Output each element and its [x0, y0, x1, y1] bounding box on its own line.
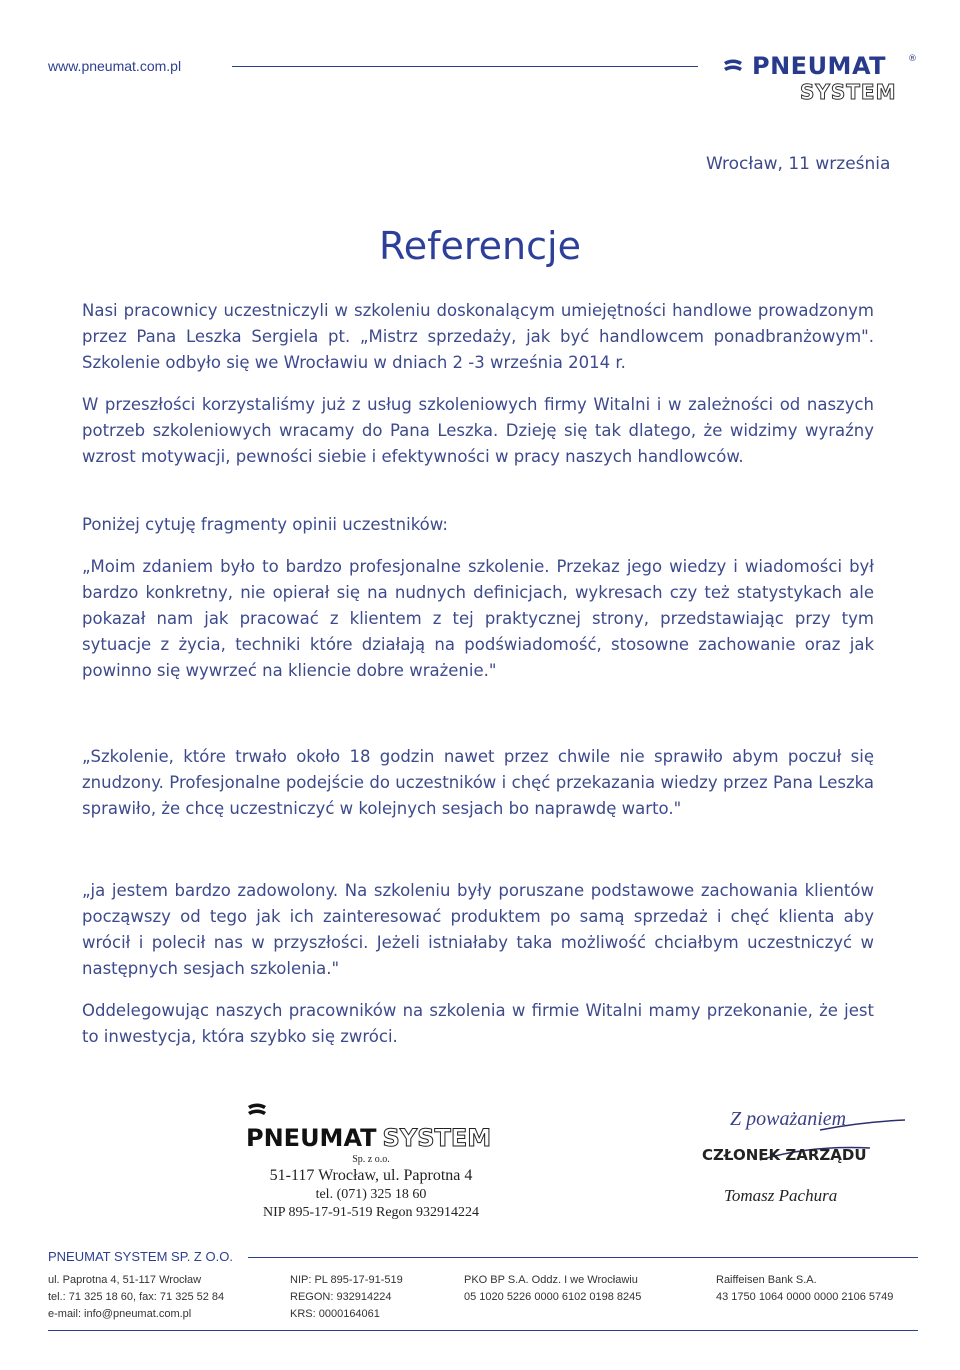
footer-address: ul. Paprotna 4, 51-117 Wrocław	[48, 1274, 202, 1286]
footer-email: e-mail: info@pneumat.com.pl	[48, 1308, 192, 1320]
logo-brand-text: PNEUMAT	[752, 52, 887, 80]
logo-sub-text: SYSTEM	[800, 80, 897, 104]
quote-2: „Szkolenie, które trwało około 18 godzin nawet przez chwile nie sprawiło abym poczuł się znudzony. Profesjonalne podejście do uczestników i chęć przekazania wiedzy przez Pana Leszka sprawiło, że chcę uczestniczyć w kolejnych sesjach bo naprawdę warto."	[82, 747, 874, 818]
paragraph-history: W przeszłości korzystaliśmy już z usług szkoleniowych firmy Witalni i w zależności od naszych potrzeb szkoleniowych wracamy do Pana Leszka. Dzieję się tak dlatego, że widzimy wyraźny wzrost motywacji, pewności siebie i efektywności w pracy naszych handlowców.	[82, 395, 874, 466]
stamp-company-form: Sp. z o.o.	[352, 1154, 390, 1165]
footer-bank-account: 43 1750 1064 0000 0000 2106 5749	[716, 1291, 894, 1303]
signer-role: CZŁONEK ZARZĄDU	[702, 1146, 867, 1164]
stamp-ids: NIP 895-17-91-519 Regon 932914224	[262, 1205, 480, 1220]
footer-bank-name: PKO BP S.A. Oddz. I we Wrocławiu	[464, 1274, 638, 1286]
paragraph-quotes-intro: Poniżej cytuję fragmenty opinii uczestników:	[82, 515, 448, 534]
registered-mark: ®	[908, 54, 917, 64]
footer-krs: KRS: 0000164061	[290, 1308, 380, 1320]
header-divider	[232, 66, 698, 67]
footer-nip: NIP: PL 895-17-91-519	[290, 1274, 403, 1286]
footer-bank-account: 05 1020 5226 0000 6102 0198 8245	[464, 1291, 642, 1303]
company-stamp	[246, 1096, 506, 1220]
footer-divider-bottom	[48, 1330, 918, 1331]
paragraph-intro: Nasi pracownicy uczestniczyli w szkoleniu doskonalącym umiejętności handlowe prowadzonym przez Pana Leszka Sergiela pt. „Mistrz sprzedaży, jak być handlowcem ponadbranżowym". Szkolenie odbyło się we Wrocławiu w dniach 2 -3 września 2014 r.	[82, 301, 874, 372]
pneumat-symbol-icon	[722, 58, 744, 76]
footer-bank-name: Raiffeisen Bank S.A.	[716, 1274, 817, 1286]
footer-bank-raiffeisen	[716, 1272, 893, 1306]
quote-3: „ja jestem bardzo zadowolony. Na szkoleniu były poruszane podstawowe zachowania klientów począwszy od tego jak ich zainteresować produktem po samą sprzedaż i chęć klienta aby wrócił i polecił nas w przyszłości. Jeżeli istniałaby taka możliwość chciałbym uczestniczyć w następnych sesjach szkolenia."	[82, 881, 874, 978]
footer-contact	[48, 1272, 224, 1323]
quote-1: „Moim zdaniem było to bardzo profesjonalne szkolenie. Przekaz jego wiedzy i wiadomości był bardzo konkretny, nie opierał się na nudnych definicjach, wykresach czy też statystykach ale pokazał nam jak pracować z klientem z tej praktycznej strony, przedstawiając przy tym sytuacje z życia, techniki które działają na podświadomość, stosowne zachowanie oraz jak powinno się wywrzeć na kliencie dobre wrażenie."	[82, 557, 874, 680]
pneumat-symbol-icon	[246, 1102, 268, 1120]
company-logo	[722, 52, 922, 108]
stamp-brand-sub: SYSTEM	[382, 1124, 492, 1152]
website-url: www.pneumat.com.pl	[48, 58, 182, 74]
footer-regon: REGON: 932914224	[290, 1291, 392, 1303]
footer-divider-top	[248, 1257, 918, 1258]
page-title: Referencje	[379, 224, 581, 268]
stamp-phone: tel. (071) 325 18 60	[315, 1187, 427, 1202]
closing-regards: Z poważaniem	[730, 1108, 847, 1130]
letter-date: Wrocław, 11 września	[706, 154, 891, 174]
paragraph-conclusion: Oddelegowując naszych pracowników na szkolenia w firmie Witalni mamy przekonanie, że jest to inwestycja, która szybko się zwróci.	[82, 1001, 874, 1046]
footer-registry	[290, 1272, 403, 1323]
signer-name: Tomasz Pachura	[724, 1186, 838, 1205]
footer-company-name: PNEUMAT SYSTEM SP. Z O.O.	[48, 1249, 233, 1264]
stamp-brand	[246, 1096, 506, 1152]
footer-phone: tel.: 71 325 18 60, fax: 71 325 52 84	[48, 1291, 225, 1303]
footer-bank-pko	[464, 1272, 641, 1306]
stamp-address: 51-117 Wrocław, ul. Paprotna 4	[269, 1167, 473, 1184]
stamp-brand-text: PNEUMAT	[246, 1124, 377, 1152]
